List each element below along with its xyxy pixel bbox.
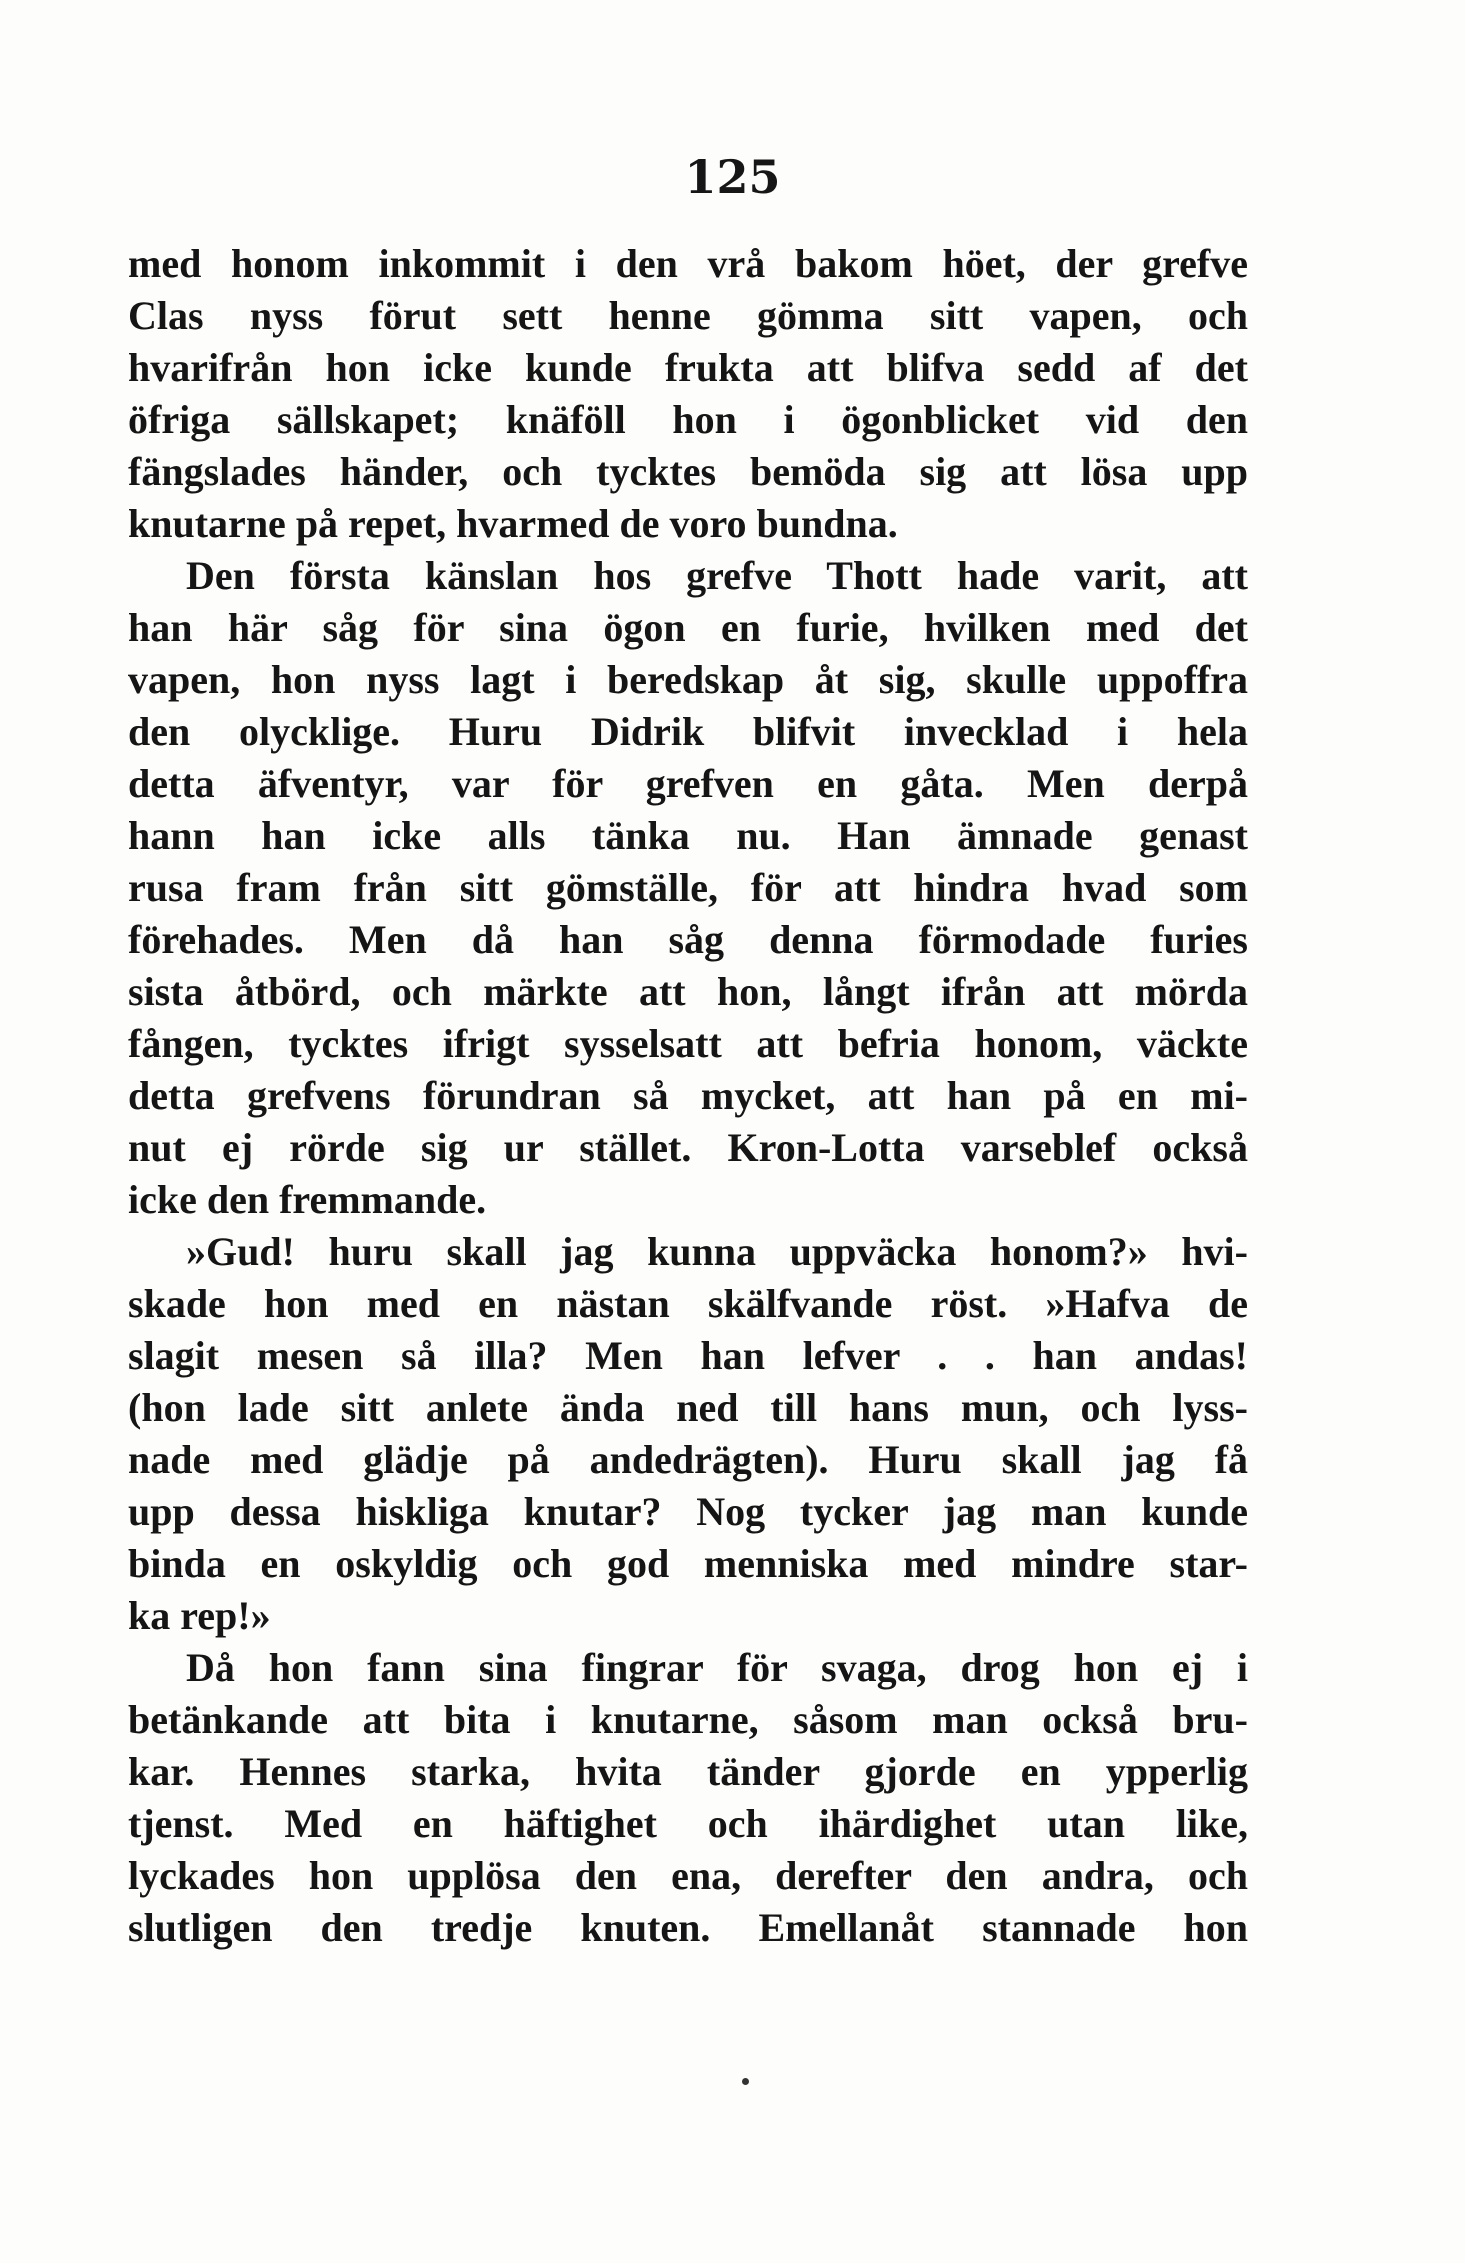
text-line: Då hon fann sina fingrar för svaga, drog hon ej i	[186, 1645, 1248, 1690]
page-number: 125	[684, 150, 781, 204]
text-line: skade hon med en nästan skälfvande röst. »Hafva de	[128, 1281, 1248, 1326]
text-line: han här såg för sina ögon en furie, hvilken med det	[128, 605, 1248, 650]
text-line: Clas nyss förut sett henne gömma sitt vapen, och	[128, 293, 1248, 338]
text-line: vapen, hon nyss lagt i beredskap åt sig, skulle uppoffra	[128, 657, 1248, 702]
text-line: nade med glädje på andedrägten). Huru skall jag få	[128, 1437, 1248, 1482]
text-line: lyckades hon upplösa den ena, derefter den andra, och	[128, 1853, 1248, 1898]
text-line: »Gud! huru skall jag kunna uppväcka honom?» hvi-	[186, 1229, 1248, 1274]
print-speck	[742, 2078, 749, 2085]
text-line: slutligen den tredje knuten. Emellanåt stannade hon	[128, 1905, 1248, 1950]
text-line: nut ej rörde sig ur stället. Kron-Lotta varseblef också	[128, 1125, 1248, 1170]
text-line: ka rep!»	[128, 1593, 271, 1638]
text-line: slagit mesen så illa? Men han lefver . . han andas!	[128, 1333, 1248, 1378]
text-line: hann han icke alls tänka nu. Han ämnade genast	[128, 813, 1248, 858]
text-line: fången, tycktes ifrigt sysselsatt att befria honom, väckte	[128, 1021, 1248, 1066]
text-line: detta grefvens förundran så mycket, att han på en mi-	[128, 1073, 1248, 1118]
text-line: detta äfventyr, var för grefven en gåta. Men derpå	[128, 761, 1248, 806]
text-line: öfriga sällskapet; knäföll hon i ögonblicket vid den	[128, 397, 1248, 442]
text-line: binda en oskyldig och god menniska med mindre star-	[128, 1541, 1248, 1586]
text-line: sista åtbörd, och märkte att hon, långt ifrån att mörda	[128, 969, 1248, 1014]
text-line: icke den fremmande.	[128, 1177, 487, 1222]
body-text	[128, 238, 1248, 1954]
text-line: knutarne på repet, hvarmed de voro bundna.	[128, 501, 898, 546]
text-line: upp dessa hiskliga knutar? Nog tycker jag man kunde	[128, 1489, 1248, 1534]
text-line: hvarifrån hon icke kunde frukta att blifva sedd af det	[128, 345, 1248, 390]
text-line: kar. Hennes starka, hvita tänder gjorde en ypperlig	[128, 1749, 1248, 1794]
text-line: tjenst. Med en häftighet och ihärdighet utan like,	[128, 1801, 1248, 1846]
text-line: fängslades händer, och tycktes bemöda sig att lösa upp	[128, 449, 1248, 494]
text-line: betänkande att bita i knutarne, såsom man också bru-	[128, 1697, 1248, 1742]
text-line: förehades. Men då han såg denna förmodade furies	[128, 917, 1248, 962]
text-line: (hon lade sitt anlete ända ned till hans mun, och lyss-	[128, 1385, 1248, 1430]
text-line: rusa fram från sitt gömställe, för att hindra hvad som	[128, 865, 1248, 910]
text-line: den olycklige. Huru Didrik blifvit invecklad i hela	[128, 709, 1248, 754]
text-line: Den första känslan hos grefve Thott hade varit, att	[186, 553, 1248, 598]
text-line: med honom inkommit i den vrå bakom höet, der grefve	[128, 241, 1248, 286]
